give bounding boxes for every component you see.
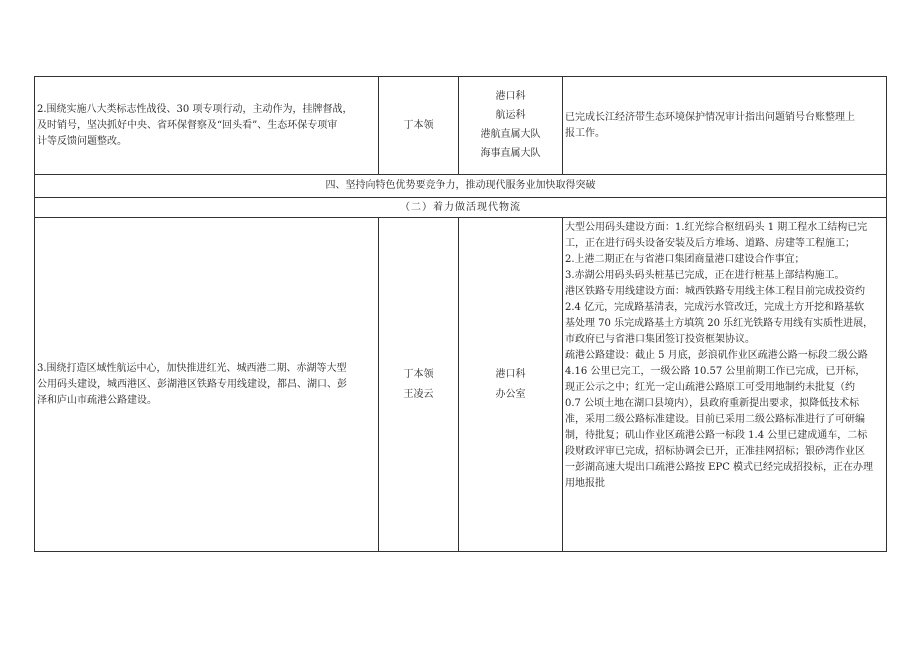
progress-text-line: 港区铁路专用线建设方面：城西铁路专用线主体工程目前完成投资约 bbox=[565, 286, 865, 297]
progress-text-line: 已完成长江经济带生态环境保护情况审计指出问题销号台账整理上 bbox=[565, 111, 855, 123]
progress-text-line: 大型公用码头建设方面：1.红光综合枢纽码头 1 期工程水工结构已完 bbox=[565, 222, 868, 233]
progress-text-line: 3.赤湖公用码头码头桩基已完成，正在进行桩基上部结构施工。 bbox=[565, 270, 845, 281]
progress-text-line: 现正公示之中；红光一定山疏港公路原工可受用地制约未批复（约 bbox=[565, 382, 855, 393]
table-row bbox=[35, 77, 887, 175]
task-text-line: 2.围绕实施八大类标志性战役、30 项专项行动，主动作为，挂牌督战， bbox=[37, 103, 353, 115]
supervision-table bbox=[34, 76, 887, 552]
task-cell bbox=[35, 77, 379, 175]
department-name: 港航直属大队 bbox=[480, 129, 541, 140]
responsible-person: 丁本领 bbox=[403, 368, 434, 380]
progress-text-line: 基处理 70 乐完成路基土方填筑 20 乐红光铁路专用线有实质性进展， bbox=[565, 318, 874, 329]
progress-cell bbox=[563, 218, 887, 552]
department-name: 办公室 bbox=[495, 388, 526, 400]
section-heading-row bbox=[35, 175, 887, 198]
subsection-title: （二）着力做活现代物流 bbox=[35, 198, 887, 218]
progress-text-line: 用地报批 bbox=[565, 478, 605, 489]
section-title: 四、坚持向特色优势要竞争力，推动现代服务业加快取得突破 bbox=[35, 175, 887, 198]
progress-text-line: 报工作。 bbox=[565, 127, 605, 139]
responsible-person-cell bbox=[379, 77, 459, 175]
progress-text-line: 准，采用二级公路标准建设。目前已采用二级公路标准进行了可研编 bbox=[565, 414, 865, 425]
subsection-heading-row bbox=[35, 198, 887, 218]
responsible-person: 王凌云 bbox=[403, 388, 434, 400]
progress-text-line: 2.上港二期正在与省港口集团商量港口建设合作事宜； bbox=[565, 254, 805, 265]
progress-text-line: 疏港公路建设：截止 5 月底，彭浪矶作业区疏港公路一标段二级公路 bbox=[565, 350, 868, 361]
department-name: 海事直属大队 bbox=[480, 148, 541, 159]
progress-text-line: 工，正在进行码头设备安装及后方堆场、道路、房建等工程施工； bbox=[565, 238, 855, 249]
table-row bbox=[35, 218, 887, 552]
task-text-line: 3.围绕打造区域性航运中心，加快推进红光、城西港二期、赤湖等大型 bbox=[37, 362, 347, 374]
progress-text-line: 市政府已与省港口集团签订投资框架协议。 bbox=[565, 334, 755, 345]
task-cell bbox=[35, 218, 379, 552]
task-text-line: 及时销号，坚决抓好中央、省环保督察及“回头看”、生态环保专项审 bbox=[37, 119, 338, 131]
progress-text-line: 制，待批复；矶山作业区疏港公路一标段 1.4 公里已建成通车，二标 bbox=[565, 430, 868, 441]
progress-text-line: 段财政评审已完成，招标协调会已开，正准挂网招标；银砂湾作业区 bbox=[565, 446, 865, 457]
task-text-line: 公用码头建设，城西港区、彭湖港区铁路专用线建设，都昌、湖口、彭 bbox=[37, 378, 347, 390]
task-text-line: 泽和庐山市疏港公路建设。 bbox=[37, 394, 157, 406]
progress-text-line: 2.4 亿元，完成路基清表，完成污水管改迁，完成土方开挖和路基软 bbox=[565, 302, 865, 313]
progress-text-line: 4.16 公里已完工，一级公路 10.57 公里前期工作已完成，已开标， bbox=[565, 366, 866, 377]
progress-text-line: 一彭湖高速大堤出口疏港公路按 EPC 模式已经完成招投标，正在办理 bbox=[565, 462, 874, 473]
task-text-line: 计等反馈问题整改。 bbox=[37, 135, 127, 147]
progress-text-line: 0.7 公顷土地在湖口县境内），县政府重新提出要求，拟降低技术标 bbox=[565, 398, 860, 409]
responsible-person: 丁本领 bbox=[403, 119, 434, 131]
responsible-person-cell bbox=[379, 218, 459, 552]
department-cell bbox=[459, 77, 563, 175]
department-name: 港口科 bbox=[495, 91, 526, 102]
progress-cell bbox=[563, 77, 887, 175]
department-cell bbox=[459, 218, 563, 552]
department-name: 港口科 bbox=[495, 368, 526, 380]
department-name: 航运科 bbox=[495, 110, 526, 121]
